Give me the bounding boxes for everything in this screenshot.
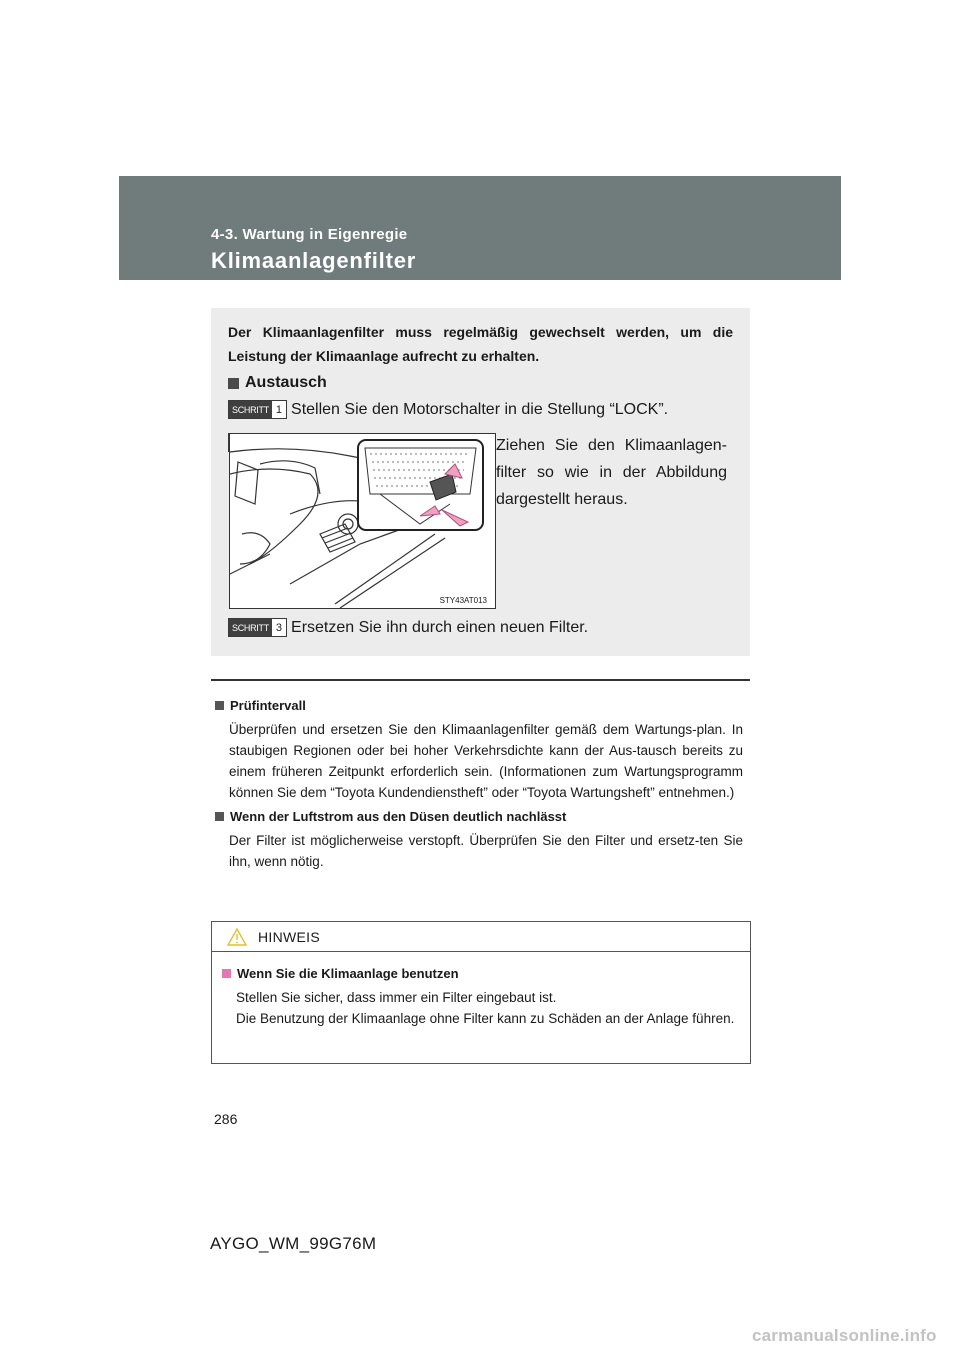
step-1 [228,400,668,420]
dashboard-drawing-icon [230,434,495,608]
square-bullet-icon [215,701,224,710]
procedure-box [211,308,750,656]
square-bullet-icon [228,378,239,389]
glovebox-illustration [229,433,496,609]
step-badge: SCHRITT 3 [228,618,287,637]
note-heading: Wenn der Luftstrom aus den Düsen deutlich nachlässt [215,809,743,824]
notice-heading: Wenn Sie die Klimaanlage benutzen [222,966,750,981]
note-body: Überprüfen und ersetzen Sie den Klimaanlagenfilter gemäß dem Wartungs-plan. In staubigen Regionen oder bei hoher Verkehrsdichte kann der Aus-tausch bereits zu einem früheren Zeitpunkt erforderlich sein. (Informationen zum Wartungsprogramm können Sie dem “Toyota Kundendienstheft” oder “Toyota Wartungsheft” entnehmen.) [229,722,743,800]
notice-label: HINWEIS [258,928,320,945]
warning-triangle-icon [226,927,248,947]
note-body: Der Filter ist möglicherweise verstopft. Überprüfen Sie den Filter und ersetz-ten Sie ihn, wenn nötig. [229,833,743,869]
note-heading: Prüfintervall [215,698,743,713]
chapter-header [119,176,841,280]
section-label: 4-3. Wartung in Eigenregie [211,226,408,243]
step-text: Stellen Sie den Motorschalter in die Stellung “LOCK”. [291,401,669,418]
page-title: Klimaanlagenfilter [211,248,417,273]
notice-header [212,922,750,952]
notice-box [211,921,751,1064]
step-text: Ersetzen Sie ihn durch einen neuen Filter. [291,619,589,636]
notice-body: Stellen Sie sicher, dass immer ein Filter eingebaut ist. Die Benutzung der Klimaanlage ohne Filter kann zu Schäden an der Anlage führen. [236,990,735,1026]
square-bullet-icon [215,812,224,821]
step-3 [228,618,588,638]
step-badge: SCHRITT 1 [228,400,287,419]
square-bullet-icon [222,969,231,978]
replace-heading: Austausch [228,374,327,392]
document-id: AYGO_WM_99G76M [210,1234,377,1253]
divider [211,679,750,681]
page-number: 286 [214,1111,238,1127]
watermark: carmanualsonline.info [752,1326,937,1345]
notes-section [215,698,743,878]
step-2-text: Ziehen Sie den Klimaanlagen-filter so wie in der Abbildung dargestellt heraus. [496,437,727,508]
illustration-code: STY43AT013 [439,596,487,605]
intro-text: Der Klimaanlagenfilter muss regelmäßig gewechselt werden, um die Leistung der Klimaanlage aufrecht zu erhalten. [228,324,733,364]
